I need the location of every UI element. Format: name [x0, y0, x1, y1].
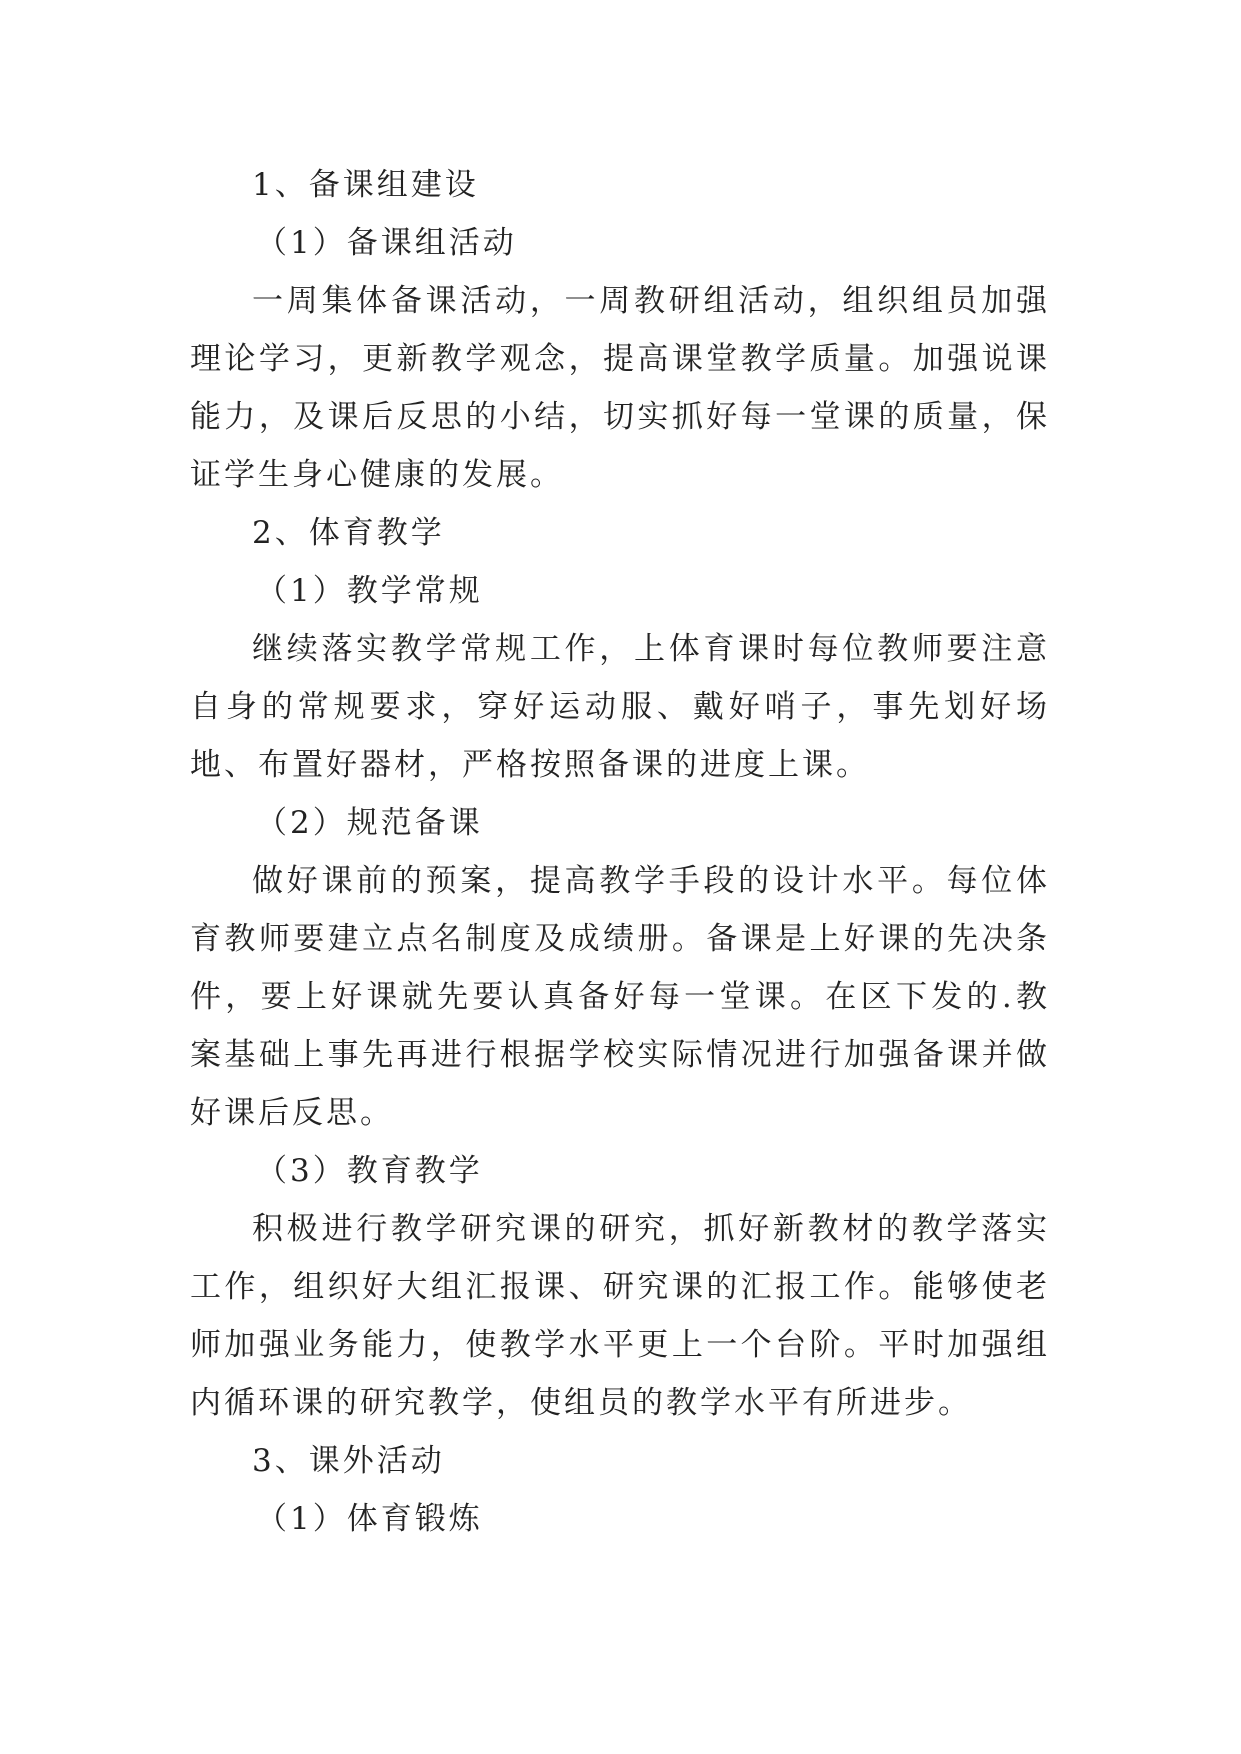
- paragraph-standard-prep: 做好课前的预案，提高教学手段的设计水平。每位体育教师要建立点名制度及成绩册。备课是上好课的先决条件，要上好课就先要认真备好每一堂课。在区下发的.教案基础上事先再进行根据学校实际情况进行加强备课并做好课后反思。: [190, 863, 1050, 1131]
- subsection-heading-teaching-routine: （1）教学常规: [256, 573, 483, 609]
- paragraph-education-teaching: 积极进行教学研究课的研究，抓好新教材的教学落实工作，组织好大组汇报课、研究课的汇报工作。能够使老师加强业务能力，使教学水平更上一个台阶。平时加强组内循环课的研究教学，使组员的教学水平有所进步。: [190, 1211, 1050, 1421]
- subsection-heading-physical-exercise: （1）体育锻炼: [256, 1501, 483, 1537]
- subsection-heading-group-activities: （1）备课组活动: [256, 225, 517, 261]
- section-heading-lesson-group: 1、备课组建设: [252, 167, 479, 203]
- subsection-heading-education-teaching: （3）教育教学: [256, 1153, 483, 1189]
- section-heading-pe-teaching: 2、体育教学: [252, 515, 445, 551]
- document-body: [190, 156, 1050, 1548]
- paragraph-teaching-routine: 继续落实教学常规工作，上体育课时每位教师要注意自身的常规要求，穿好运动服、戴好哨子，事先划好场地、布置好器材，严格按照备课的进度上课。: [190, 631, 1050, 783]
- paragraph-group-activities: 一周集体备课活动，一周教研组活动，组织组员加强理论学习，更新教学观念，提高课堂教学质量。加强说课能力，及课后反思的小结，切实抓好每一堂课的质量，保证学生身心健康的发展。: [190, 283, 1050, 493]
- section-heading-extracurricular: 3、课外活动: [252, 1443, 445, 1479]
- subsection-heading-standard-prep: （2）规范备课: [256, 805, 483, 841]
